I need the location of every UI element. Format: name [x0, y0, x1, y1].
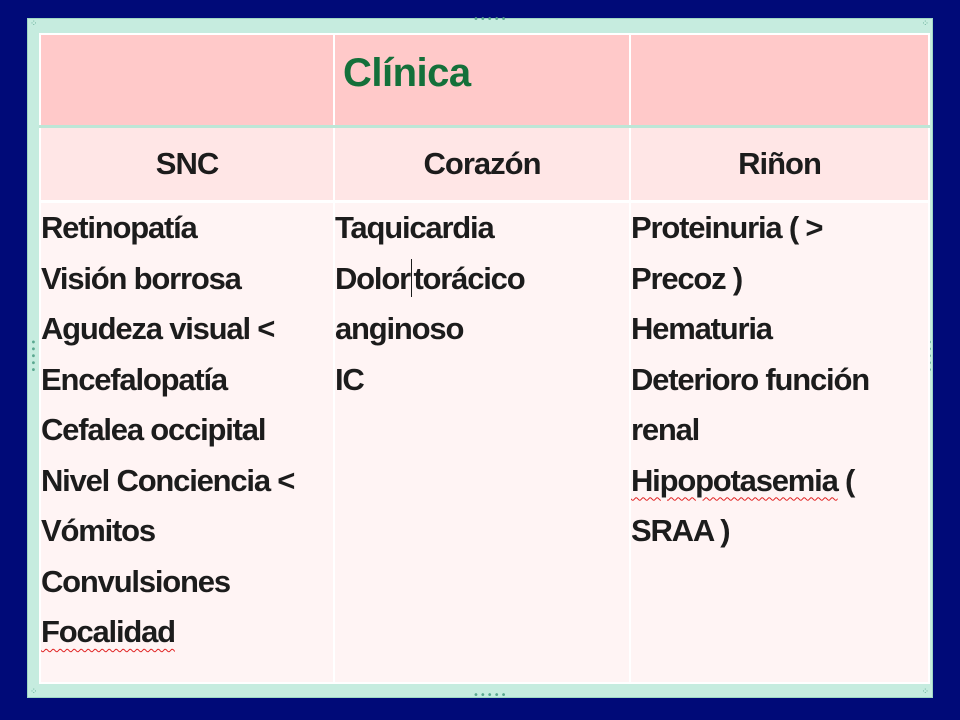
header-rinon: Riñon	[738, 146, 821, 181]
rinon-item: renal	[631, 412, 700, 447]
title-cell-left[interactable]	[40, 34, 334, 127]
snc-item: Cefalea occipital	[41, 412, 266, 447]
corazon-item-text: torácico	[413, 260, 525, 296]
resize-handle-bottom-right[interactable]: ⁘	[921, 687, 930, 697]
snc-item: Encefalopatía	[41, 361, 227, 397]
title-cell-right[interactable]	[630, 34, 929, 127]
rinon-item: Precoz )	[631, 260, 742, 296]
corazon-item-text: Dolor	[335, 260, 410, 296]
resize-handle-top-left[interactable]: ⁘	[30, 19, 39, 29]
corazon-item	[335, 254, 629, 305]
table-title: Clínica	[343, 51, 471, 95]
resize-handle-bottom-left[interactable]: ⁘	[30, 687, 39, 697]
snc-item: Convulsiones	[41, 563, 230, 599]
rinon-cell[interactable]	[630, 202, 929, 684]
rinon-item-misspelled: Hipopotasemia	[631, 462, 838, 498]
rinon-item	[631, 456, 928, 507]
resize-handle-top-right[interactable]: ⁘	[921, 19, 930, 29]
clinica-table[interactable]	[39, 33, 930, 684]
corazon-item: Taquicardia	[335, 210, 494, 245]
rinon-item: Deterioro función	[631, 361, 869, 397]
snc-cell[interactable]	[40, 202, 334, 684]
resize-handle-top[interactable]: •••••	[473, 14, 508, 25]
corazon-item: anginoso	[335, 311, 464, 346]
rinon-list	[631, 203, 928, 557]
header-row	[40, 127, 929, 202]
body-row	[40, 202, 929, 684]
title-row	[40, 34, 929, 127]
snc-list	[41, 203, 333, 658]
rinon-item: Proteinuria ( >	[631, 210, 823, 245]
rinon-item: SRAA )	[631, 513, 730, 548]
title-cell-center[interactable]	[334, 34, 630, 127]
header-corazon: Corazón	[423, 146, 541, 181]
snc-item: Vómitos	[41, 513, 155, 548]
corazon-cell[interactable]	[334, 202, 630, 684]
resize-handle-bottom[interactable]: •••••	[473, 690, 508, 701]
snc-item: Retinopatía	[41, 210, 197, 245]
rinon-item-text: (	[837, 462, 855, 498]
corazon-list	[335, 203, 629, 405]
header-cell-snc[interactable]	[40, 127, 334, 202]
rinon-item: Hematuria	[631, 311, 772, 346]
header-snc: SNC	[155, 146, 219, 181]
corazon-item: IC	[335, 361, 364, 397]
header-cell-corazon[interactable]	[334, 127, 630, 202]
header-cell-rinon[interactable]	[630, 127, 929, 202]
resize-handle-left[interactable]: •••••	[27, 339, 38, 374]
snc-item: Visión borrosa	[41, 260, 241, 296]
snc-item: Nivel Conciencia <	[41, 462, 295, 498]
snc-item: Agudeza visual <	[41, 311, 275, 346]
snc-item-misspelled: Focalidad	[41, 614, 175, 649]
